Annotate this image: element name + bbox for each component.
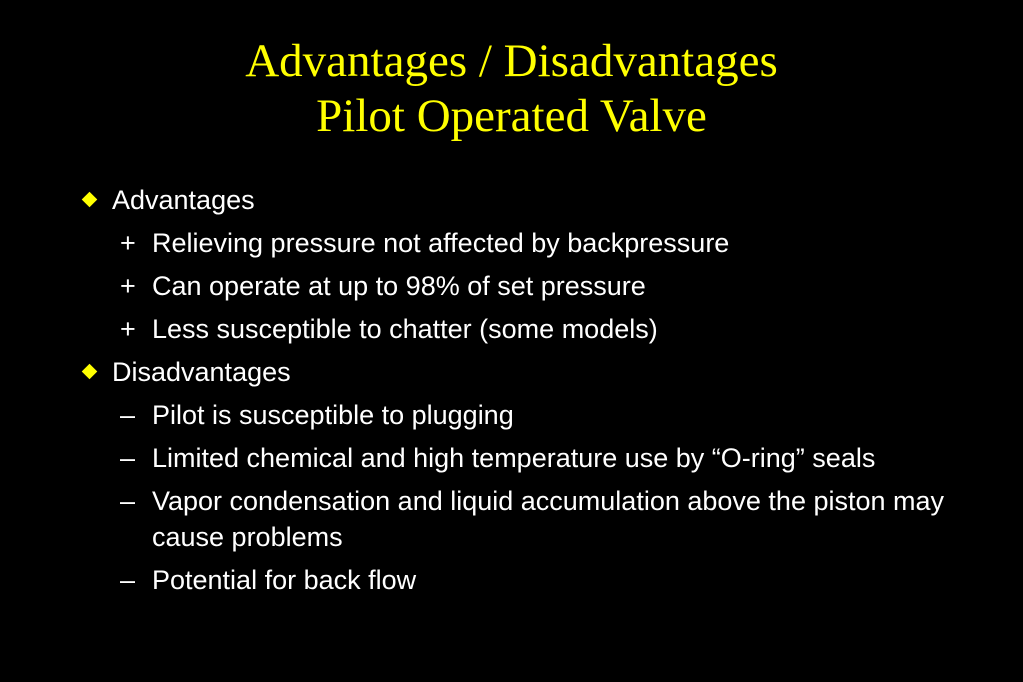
disadvantages-heading-label: Disadvantages — [112, 357, 291, 387]
dash-marker: – — [120, 565, 136, 595]
advantage-item — [120, 225, 982, 261]
advantage-item — [120, 311, 982, 347]
plus-marker: + — [120, 314, 136, 344]
disadvantage-item — [120, 483, 982, 555]
plus-marker: + — [120, 271, 136, 301]
slide-body — [82, 182, 982, 605]
title-line-1: Advantages / Disadvantages — [245, 35, 778, 87]
advantage-item-text: Relieving pressure not affected by backpressure — [152, 228, 730, 258]
disadvantage-item-text: Vapor condensation and liquid accumulation above the piston may cause problems — [152, 486, 945, 552]
advantage-item-text: Less susceptible to chatter (some models) — [152, 314, 658, 344]
dash-marker: – — [120, 486, 136, 516]
plus-marker: + — [120, 228, 136, 258]
diamond-bullet-icon — [82, 364, 98, 380]
dash-marker: – — [120, 443, 136, 473]
diamond-bullet-icon — [82, 192, 98, 208]
disadvantage-item-text: Pilot is susceptible to plugging — [152, 400, 514, 430]
disadvantage-item-text: Limited chemical and high temperature use by “O-ring” seals — [152, 443, 876, 473]
disadvantage-item — [120, 397, 982, 433]
advantage-item-text: Can operate at up to 98% of set pressure — [152, 271, 646, 301]
advantages-heading — [82, 182, 982, 218]
title-line-2: Pilot Operated Valve — [316, 90, 707, 142]
dash-marker: – — [120, 400, 136, 430]
disadvantages-heading — [82, 354, 982, 390]
disadvantage-item — [120, 562, 982, 598]
disadvantage-item-text: Potential for back flow — [152, 565, 417, 595]
disadvantage-item — [120, 440, 982, 476]
slide-title — [0, 34, 1023, 144]
advantage-item — [120, 268, 982, 304]
advantages-heading-label: Advantages — [112, 185, 255, 215]
